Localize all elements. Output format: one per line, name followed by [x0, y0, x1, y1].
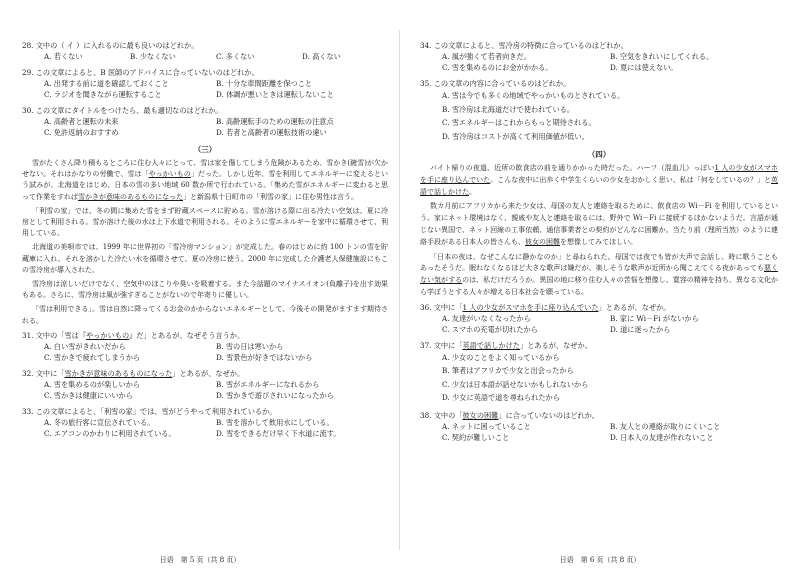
question-36-options [420, 313, 778, 335]
passage-paragraph: 雪がたくさん降り積もるところに住む人々にとって、雪は家を傷してしまう危険があるため、雪かき(鏟雪)が欠かせない。それはかなりの労働で、雪は「やっかいもの」だった。しかし近年、雪を利用してエネルギーに変えるという試みが、北海道をはじめ、日本の雪の多い地域 60 数か所で行われている。「集めた雪がエネルギーに変わると思って作業をすれば雪かきが意味のあるものになった」と新潟県十日町市の「利雪の家」に住む男性は言う。 [22, 159, 388, 201]
question-29: 29. この文章によると、B 医師のアドバイスに合っていないのはどれか。 [22, 68, 259, 77]
underlined-phrase: 英語で話しかけた [420, 175, 779, 196]
option: D. 雪をできるだけ早く下水道に流す。 [216, 428, 341, 438]
option: A. 少女のことをよく知っているから [442, 352, 560, 362]
question-31-options [22, 341, 388, 363]
option: B. 家に Wi－Fi がないから [610, 313, 699, 323]
option: A. 出発する前に道を確認しておくこと [44, 79, 169, 88]
option: D. 道に迷ったから [610, 324, 671, 334]
option: D. 体調が悪いときは運転しないこと [216, 90, 334, 99]
option: C. 少女は日本語が話せないかもしれないから [442, 379, 589, 389]
option: A. 雪は今でも多くの地域でやっかいものとされている。 [442, 91, 625, 100]
option: D. 若者と高齢者の運転技術の違い [216, 128, 327, 137]
page-footer: 日语 第 5 页（共 8 页） [159, 556, 241, 564]
passage-paragraph: 数カ月前にアフリカから来た少女は、母国の友人と連絡を取るために、飲食店の Wi－Fi を利用しているという。家にネット環境はなく、親戚や友人と連絡を取るには、野外で Wi－Fi に接続するほかないようだ。言語が通じない異国で、ネット回線の工事依頼、通信事業者との契約がどんなに困難か。当たり前（理所当然）のように連絡手段がある日本人の皆さんも、彼女の困難を想像してみてほしい。 [420, 202, 778, 246]
question-35-options [420, 89, 778, 143]
passage-paragraph: 北海道の美唄市では、1999 年に世界初の「雪冷房マンション」が完成した。春のはじめに約 100 トンの雪を貯蔵庫に入れ、それを溶かした冷たい水を循環させて、夏の冷房に使う。2000 年に完成した介護老人保健施設にもこの雪冷房が導入された。 [22, 243, 388, 274]
option: C. スマホの充電が切れたから [442, 324, 538, 334]
underlined-phrase: 彼女の困難 [525, 237, 560, 246]
option: C. エアコンのかわりに利用されている。 [44, 428, 176, 438]
option: D. 雪かきで遊びされいになったから [216, 390, 334, 400]
option: B. 空気をきれいにしてくれる。 [610, 52, 714, 61]
question-38: 38. 文中の「彼女の困難」に合っていないのはどれか。 [420, 410, 600, 420]
section-title-4: （四） [587, 150, 611, 159]
page-footer: 日语 第 6 页（共 8 页） [559, 556, 641, 564]
option: A. 白い雪がきれいだから [44, 341, 126, 351]
option: B. 高齢運転手のための運転の注意点 [216, 117, 334, 126]
option: A. 若くない [44, 52, 83, 61]
option: A. 友達がいなくなったから [442, 313, 531, 323]
option: B. 友人との連絡が取りにくいこと [610, 421, 721, 431]
question-31: 31. 文中の「雪は『やっかいもの』だ」とあるが、なぜそう言うか。 [22, 330, 245, 340]
passage-paragraph: バイト帰りの夜道、近所の飲食店の前を通りかかった時だった。ハーフ（混血儿）っぽい1 人の少女がスマホを手に座り込んでいた。こんな夜中に出歩く中学生くらいの少女をおかしく思い、私は「何をしているの？」と英語で話しかけた。 [420, 164, 779, 196]
underlined-phrase: 1 人の少女がスマホを手に座り込んでいた [420, 164, 778, 184]
question-38-options [420, 421, 778, 443]
question-30: 30. この文章にタイトルをつけたら、最も適切なのはどれか。 [22, 106, 223, 115]
option: B. 雪の日は寒いから [216, 341, 284, 351]
passage-paragraph: 「利雪の家」では、冬の間に集めた雪をまず貯蔵スペースに貯める。雪が溶ける際に出る冷たい空気は、夏に冷房として利用される。雪が溶けた後の水は上下水道で利用される。そのように雪エネルギーを家中に循環させて、利用している。 [22, 206, 388, 238]
option: D. 雪冷房はコストが高くて利用価値が低い。 [442, 131, 589, 141]
question-32: 32. 文中に「雪かきが意味のあるものになった」とあるが、なぜか。 [22, 368, 245, 378]
option: A. 冬の旅行客に宣伝されている。 [44, 417, 155, 427]
question-32-options [22, 379, 388, 401]
section-title-3: （三） [193, 145, 217, 154]
right-page [400, 0, 800, 579]
question-37-options [420, 351, 778, 405]
option: D. 日本人の友達が作れないこと [610, 432, 714, 442]
question-29-options [22, 78, 388, 100]
underlined-phrase: 雪かきが意味のあるものになった [78, 192, 183, 201]
option: D. 少女に英語で道を尋ねられたから [442, 393, 560, 403]
option: B. 十分な車間距離を保つこと [216, 79, 313, 88]
option: B. 雪がエネルギーになれるから [216, 379, 320, 389]
question-34-options [420, 51, 778, 73]
passage-paragraph: 雪冷房は涼しいだけでなく、空気中のほこりや臭いを吸着する。また今話題のマイナスイオン(負離子)を出す効果もある。さらに、雪冷房は風が強すぎることがないので年寄りに優しい。 [22, 280, 388, 300]
passage-paragraph: 「日本の夜は、なぜこんなに静かなのか」と尋ねられた。母国では夜でも皆が大声で会話し、時に歌うこともあったそうだ。眠れなくなるほど大きな歌声は嫌だが、楽しそうな歌声が近所から聞こえてくる夜があっても悪くない気がするのは、私だけだろうか。異国の地に移り住む人々の苦悩を想像し、寛容の精神を持ち、異なる文化から学ぼうとする人々が増える日本社会を願っている。 [420, 252, 779, 296]
option: C. 契約が難しいこと [442, 432, 510, 442]
option: D. 夏には使えない。 [610, 63, 678, 72]
option: B. 雪冷房は北海道だけで使われている。 [442, 104, 575, 114]
option: C. 多くない [216, 52, 255, 61]
option: C. 雪エネルギーはこれからもっと期待される。 [442, 118, 596, 127]
question-28-options [22, 51, 388, 62]
option: D. 高くない [302, 52, 341, 61]
option: A. 風が強くて若者向きだ。 [442, 52, 531, 61]
question-28: 28. 文中の（ イ ）に入れるのに最も良いのはどれか。 [22, 41, 199, 50]
question-35: 35. この文章の内容に合っているのはどれか。 [420, 79, 571, 88]
question-33-options [22, 417, 388, 439]
option: B. 雪を溶かして飲用水にしている。 [216, 417, 334, 427]
option: A. 高齢者と運転の未来 [44, 117, 119, 126]
option: C. 雪を集めるのにお金がかかる。 [442, 63, 553, 72]
option: C. 免許返納のおすすめ [44, 128, 119, 137]
option: D. 雪景色が好きではないから [216, 352, 313, 362]
option: B. 筆者はアフリカで少女と出会ったから [442, 366, 574, 376]
question-33: 33. この文章によると、「利雪の家」では、雪がどうやって利用されているか。 [22, 406, 277, 416]
option: B. 少なくない [130, 52, 176, 61]
option: A. ネットに困っていること [442, 421, 531, 431]
underlined-phrase: 悪くない気がする [420, 264, 779, 285]
question-37: 37. 文中に「英語で話しかけた」とあるが、なぜか。 [420, 340, 592, 350]
question-36: 36. 文中に「1 人の少女がスマホを手に座り込んでいた」とあるが、なぜか。 [420, 302, 671, 312]
option: A. 雪を集めるのが楽しいから [44, 379, 141, 389]
question-34: 34. この文章によると、雪冷房の特徴に合っているのはどれか。 [420, 41, 628, 50]
passage-paragraph: 「雪は利用できる」。雪は自然に降ってくるお金のかからないエネルギーとして、今後その開発がますます期待される。 [22, 305, 388, 325]
question-30-options [22, 116, 388, 138]
option: C. ラジオを聞きながら運転すること [44, 90, 162, 99]
option: C. 雪かきは健康にいいから [44, 390, 133, 400]
option: C. 雪かきで疲れてしまうから [44, 352, 141, 362]
underlined-phrase: やっかいもの [148, 170, 191, 179]
